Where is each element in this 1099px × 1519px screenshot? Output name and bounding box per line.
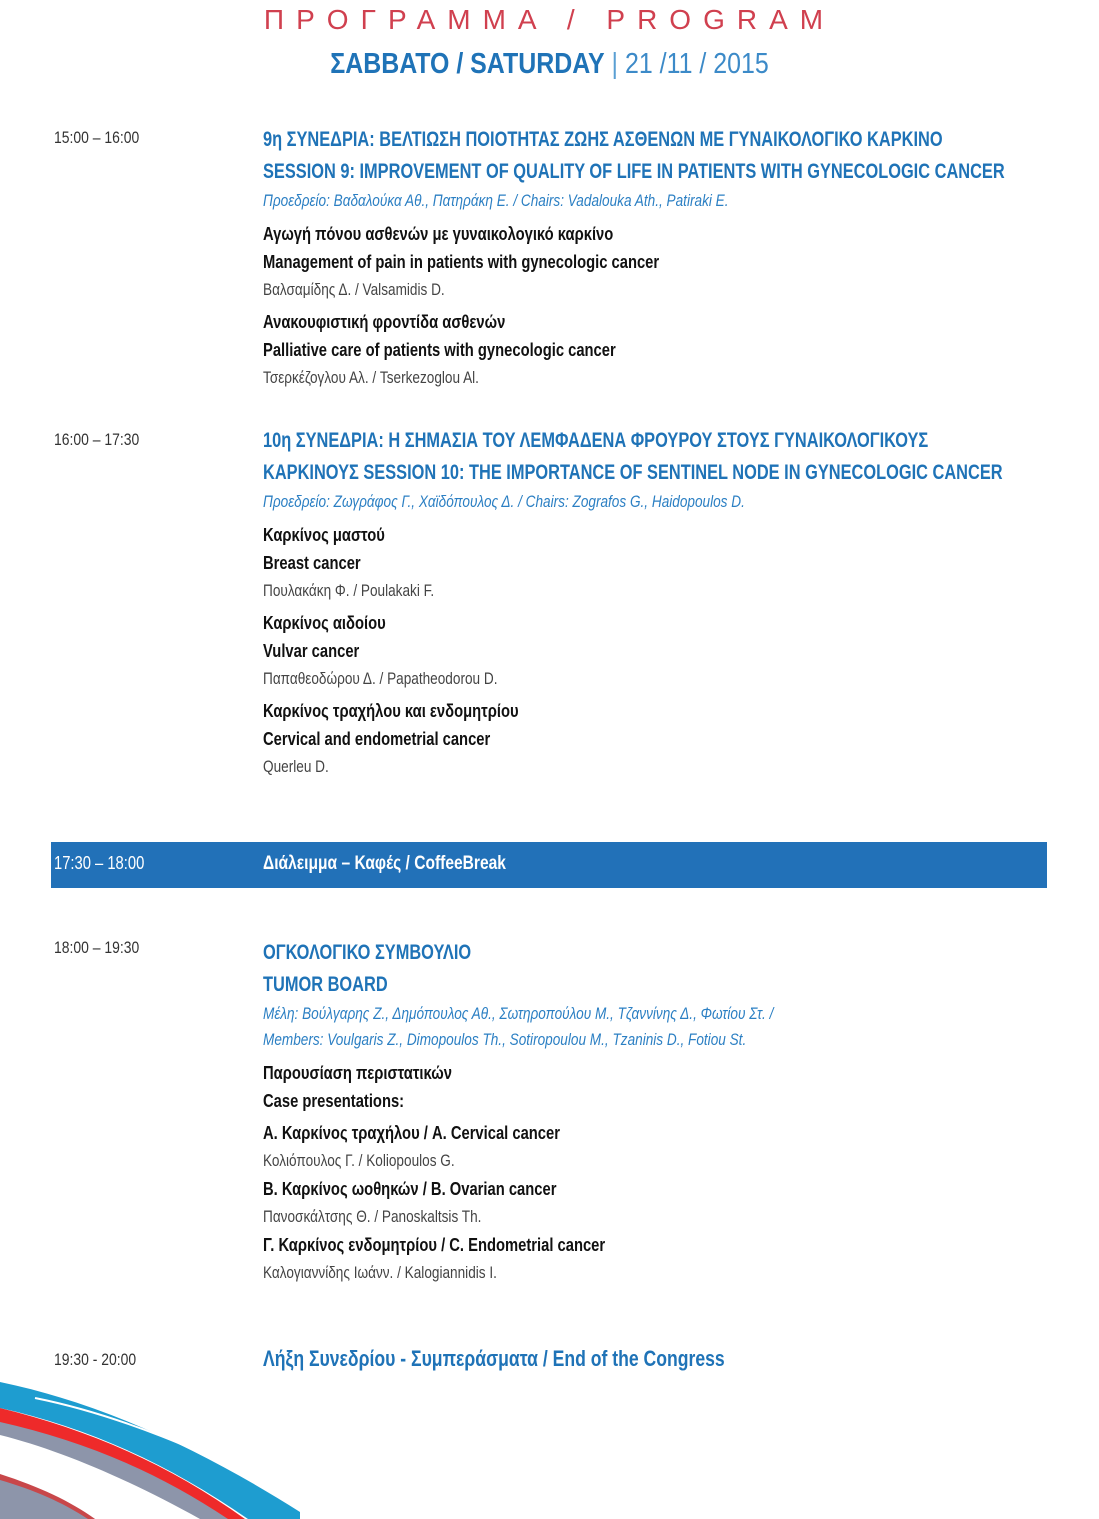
session-block xyxy=(263,124,1083,396)
break-time: 17:30 – 18:00 xyxy=(54,853,145,873)
talk-speaker: Τσερκέζογλου Αλ. / Tserkezoglou Al. xyxy=(263,368,479,387)
case-title: Α. Καρκίνος τραχήλου / A. Cervical cancer xyxy=(263,1123,560,1143)
talk-speaker: Βαλσαμίδης Δ. / Valsamidis D. xyxy=(263,280,445,299)
session-block xyxy=(263,425,1083,785)
case-title: Β. Καρκίνος ωοθηκών / B. Ovarian cancer xyxy=(263,1179,557,1199)
talk-speaker: Πουλακάκη Φ. / Poulakaki F. xyxy=(263,581,435,600)
board-members: Μέλη: Βούλγαρης Ζ., Δημόπουλος Αθ., Σωτηροπούλου Μ., Τζαννίνης Δ., Φωτίου Στ. / xyxy=(263,1004,774,1023)
decorative-swoosh xyxy=(0,1370,300,1519)
case-title: Γ. Καρκίνος ενδομητρίου / C. Endometrial cancer xyxy=(263,1235,606,1255)
closing-block xyxy=(263,1346,1083,1372)
case-speaker: Καλογιαννίδης Ιωάνν. / Kalogiannidis I. xyxy=(263,1263,497,1282)
talk-title-english: Breast cancer xyxy=(263,553,361,573)
session-title: ΚΑΡΚΙΝΟΥΣ SESSION 10: THE IMPORTANCE OF SENTINEL NODE IN GYNECOLOGIC CANCER xyxy=(263,461,1003,484)
date-label: 21 /11 / 2015 xyxy=(624,48,769,80)
case-speaker: Πανοσκάλτσης Θ. / Panoskaltsis Th. xyxy=(263,1207,482,1226)
session-title: SESSION 9: IMPROVEMENT OF QUALITY OF LIFE IN PATIENTS WITH GYNECOLOGIC CANCER xyxy=(263,160,1005,183)
cases-intro-greek: Παρουσίαση περιστατικών xyxy=(263,1063,452,1083)
case-speaker: Κολιόπουλος Γ. / Koliopoulos G. xyxy=(263,1151,455,1170)
session-time: 19:30 - 20:00 xyxy=(54,1350,137,1369)
session-time: 16:00 – 17:30 xyxy=(54,430,140,449)
talk-title-english: Vulvar cancer xyxy=(263,641,360,661)
talk-title-english: Palliative care of patients with gynecologic cancer xyxy=(263,340,616,360)
session-title: 9η ΣΥΝΕΔΡΙΑ: ΒΕΛΤΙΩΣΗ ΠΟΙΟΤΗΤΑΣ ΖΩΗΣ ΑΣΘΕΝΩΝ ΜΕ ΓΥΝΑΙΚΟΛΟΓΙΚΟ ΚΑΡΚΙΝΟ xyxy=(263,128,943,151)
talk-title-greek: Καρκίνος τραχήλου και ενδομητρίου xyxy=(263,701,519,721)
session-chairs: Προεδρείο: Βαδαλούκα Αθ., Πατηράκη Ε. / Chairs: Vadalouka Ath., Patiraki E. xyxy=(263,191,729,210)
talk-title-greek: Καρκίνος αιδοίου xyxy=(263,613,386,633)
session-time: 18:00 – 19:30 xyxy=(54,938,140,957)
talk-title-greek: Ανακουφιστική φροντίδα ασθενών xyxy=(263,312,506,332)
talk-title-greek: Αγωγή πόνου ασθενών με γυναικολογικό καρκίνο xyxy=(263,224,614,244)
talk-title-english: Management of pain in patients with gynecologic cancer xyxy=(263,252,660,272)
talk-title-english: Cervical and endometrial cancer xyxy=(263,729,491,749)
day-label: ΣΑΒΒΑΤΟ / SATURDAY xyxy=(330,48,605,80)
session-title: 10η ΣΥΝΕΔΡΙΑ: Η ΣΗΜΑΣΙΑ ΤΟΥ ΛΕΜΦΑΔΕΝΑ ΦΡΟΥΡΟΥ ΣΤΟΥΣ ΓΥΝΑΙΚΟΛΟΓΙΚΟΥΣ xyxy=(263,429,929,452)
talk-title-greek: Καρκίνος μαστού xyxy=(263,525,385,545)
coffee-break-bar xyxy=(51,842,1047,888)
session-time: 15:00 – 16:00 xyxy=(54,128,140,147)
session-title: ΟΓΚΟΛΟΓΙΚΟ ΣΥΜΒΟΥΛΙΟ xyxy=(263,941,472,964)
talk-speaker: Παπαθεοδώρου Δ. / Papatheodorou D. xyxy=(263,669,498,688)
closing-title: Λήξη Συνεδρίου - Συμπεράσματα / End of the Congress xyxy=(263,1346,725,1371)
day-date-line xyxy=(77,48,1022,81)
session-chairs: Προεδρείο: Ζωγράφος Γ., Χαϊδόπουλος Δ. / Chairs: Zografos G., Haidopoulos D. xyxy=(263,492,745,511)
session-title: TUMOR BOARD xyxy=(263,973,388,996)
cases-intro-english: Case presentations: xyxy=(263,1091,405,1111)
separator: | xyxy=(611,48,619,80)
tumor-board-block xyxy=(263,937,1083,1287)
talk-speaker: Querleu D. xyxy=(263,757,329,776)
break-label: Διάλειμμα – Καφές / CoffeeBreak xyxy=(263,853,506,874)
board-members: Members: Voulgaris Z., Dimopoulos Th., Sotiropoulou M., Tzaninis D., Fotiou St. xyxy=(263,1030,747,1049)
program-title: ΠΡΟΓΡΑΜΜΑ / PROGRAM xyxy=(263,4,836,35)
